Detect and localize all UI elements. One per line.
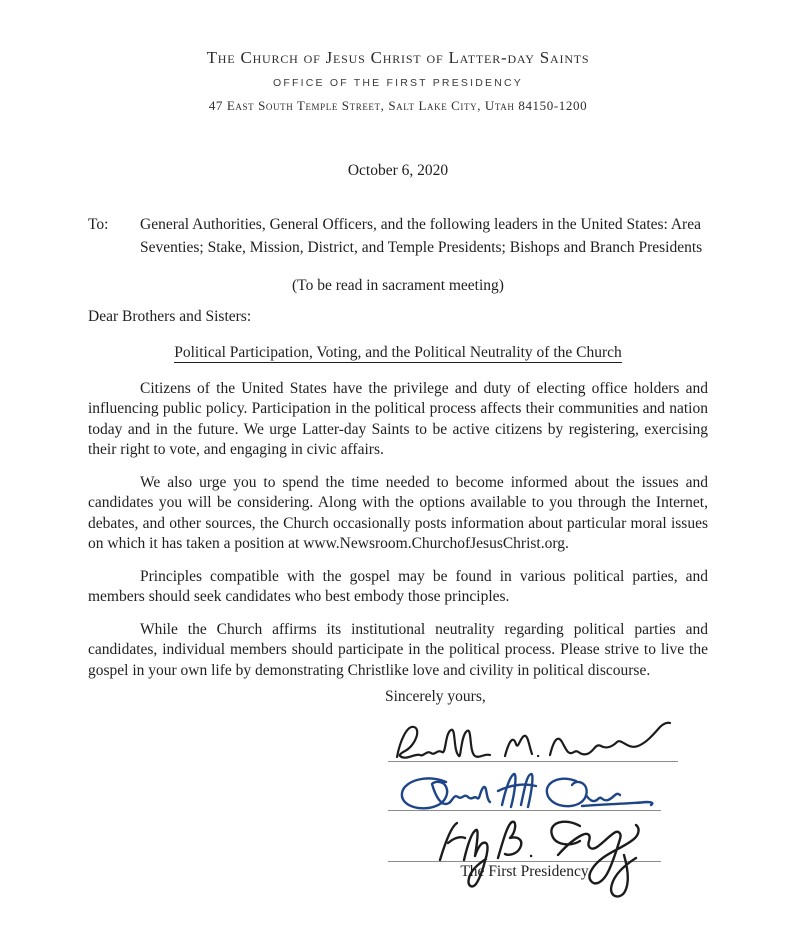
body-paragraph-2: We also urge you to spend the time needed to become informed about the issues and candidates you will be considering. Along with the options available to you through the Internet, debates, and other sources, the Church occasionally posts information about particular moral issues on which it has taken a position at www.Newsroom.ChurchofJesusChrist.org. xyxy=(88,473,708,552)
letterhead-office-line: OFFICE OF THE FIRST PRESIDENCY xyxy=(273,76,523,89)
recipient-block xyxy=(88,213,708,259)
recipient-text: General Authorities, General Officers, and the following leaders in the United States: Area Seventies; Stake, Mission, District, and Temple Presidents; Bishops and Branch Presidents xyxy=(140,216,703,256)
salutation: Dear Brothers and Sisters: xyxy=(88,307,252,325)
nelson-ink xyxy=(397,722,670,757)
body-paragraph-1: Citizens of the United States have the privilege and duty of electing office holders and influencing public policy. Participation in the political process affects their communities and nation today and in the future. We urge Latter-day Saints to be active citizens by registering, exercising their right to vote, and engaging in civic affairs. xyxy=(88,379,708,458)
recipient-label: To: xyxy=(88,216,109,233)
signature-line-henry-b-eyring xyxy=(388,811,661,862)
subject-text: Political Participation, Voting, and the Political Neutrality of the Church xyxy=(174,344,622,361)
body-paragraph-3: Principles compatible with the gospel may be found in various political parties, and members should seek candidates who best embody those principles. xyxy=(88,567,708,605)
reading-instruction: (To be read in sacrament meeting) xyxy=(292,277,504,294)
body-paragraph-4: While the Church affirms its institutional neutrality regarding political parties and candidates, individual members should participate in the political process. Please strive to live the gospel in your own life by demonstrating Christlike love and civility in political discourse. xyxy=(88,620,708,679)
signature-line-dallin-h-oaks xyxy=(388,762,661,811)
letterhead xyxy=(88,48,708,117)
signature-block xyxy=(388,716,708,883)
letterhead-org-name: The Church of Jesus Christ of Latter-day Saints xyxy=(206,48,590,67)
first-presidency-label: The First Presidency xyxy=(460,862,589,880)
valediction: Sincerely yours, xyxy=(385,688,486,705)
subject-line xyxy=(88,343,708,364)
oaks-ink xyxy=(402,773,653,807)
letterhead-address: 47 East South Temple Street, Salt Lake City, Utah 84150-1200 xyxy=(208,98,588,113)
signature-henry-b-eyring xyxy=(388,806,661,906)
eyring-ink xyxy=(440,821,639,896)
signature-line-russell-m-nelson xyxy=(388,716,678,762)
date-line: October 6, 2020 xyxy=(347,161,449,179)
